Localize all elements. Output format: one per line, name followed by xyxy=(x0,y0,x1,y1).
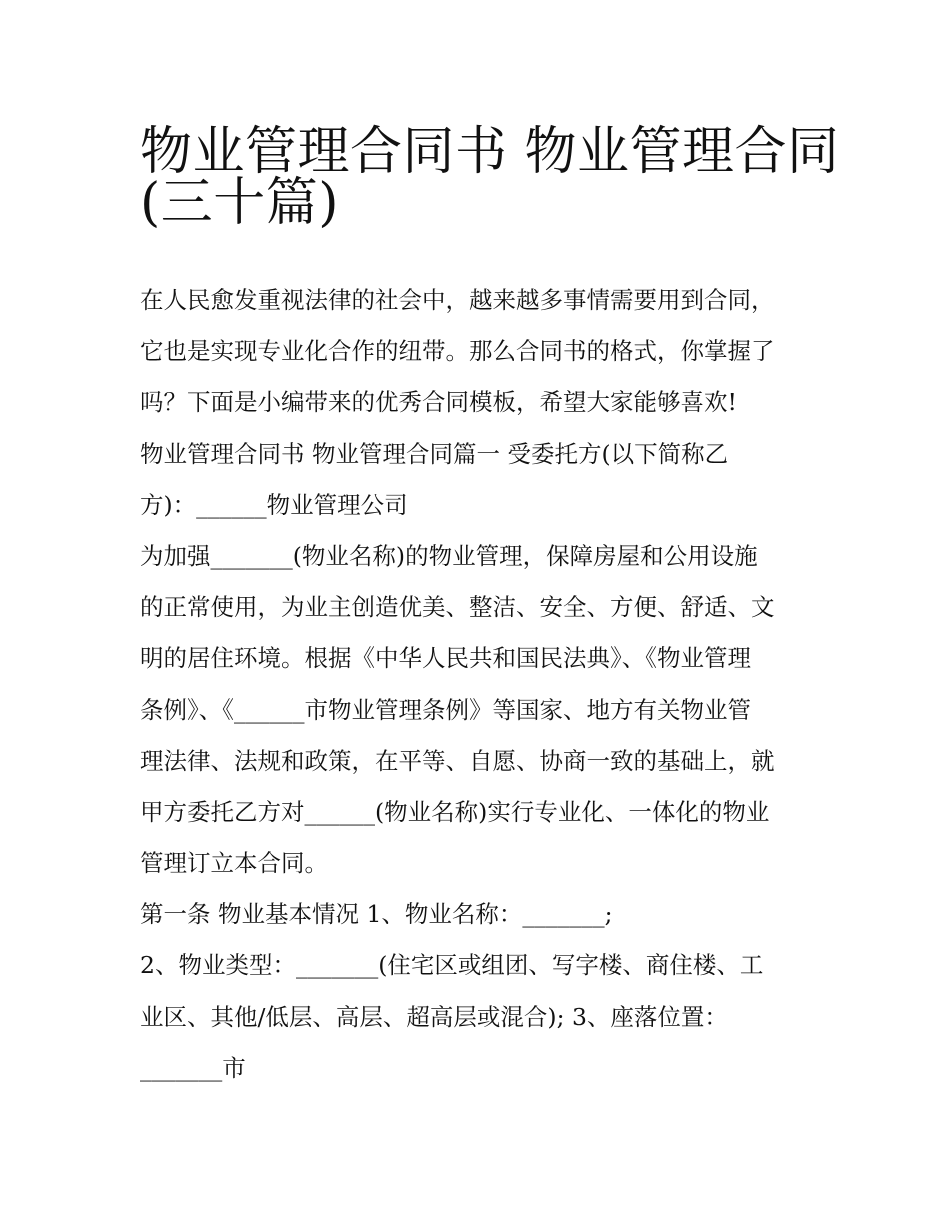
body-line: 第一条 物业基本情况 1、物业名称：_______; xyxy=(140,900,613,929)
body-line: _______市 xyxy=(140,1053,246,1082)
body-line: 条例》、《______市物业管理条例》等国家、地方有关物业管 xyxy=(140,695,751,724)
body-line: 它也是实现专业化合作的纽带。那么合同书的格式，你掌握了 xyxy=(140,337,775,366)
body-line: 吗？下面是小编带来的优秀合同模板，希望大家能够喜欢! xyxy=(140,388,737,417)
body-line: 甲方委托乙方对______(物业名称)实行专业化、一体化的物业 xyxy=(140,797,770,826)
body-line: 管理订立本合同。 xyxy=(140,849,328,878)
body-line: 的正常使用，为业主创造优美、整洁、安全、方便、舒适、文 xyxy=(140,593,775,622)
body-line: 2、物业类型：_______(住宅区或组团、写字楼、商住楼、工 xyxy=(140,951,764,980)
title-line: 物业管理合同书 物业管理合同 xyxy=(140,122,840,182)
body-line: 明的居住环境。根据《中华人民共和国民法典》、《物业管理 xyxy=(140,644,751,673)
document-body xyxy=(140,275,830,1094)
body-line: 理法律、法规和政策，在平等、自愿、协商一致的基础上，就 xyxy=(140,746,775,775)
body-line: 物业管理合同书 物业管理合同篇一 受委托方(以下简称乙 xyxy=(140,439,729,468)
body-line: 方)：______物业管理公司 xyxy=(140,490,408,519)
document-title xyxy=(140,112,840,234)
body-line: 在人民愈发重视法律的社会中，越来越多事情需要用到合同， xyxy=(140,286,775,314)
body-line: 业区、其他/低层、高层、超高层或混合); 3、座落位置： xyxy=(140,1002,728,1031)
body-line: 为加强_______(物业名称)的物业管理，保障房屋和公用设施 xyxy=(140,541,758,570)
title-line: (三十篇) xyxy=(140,173,340,234)
